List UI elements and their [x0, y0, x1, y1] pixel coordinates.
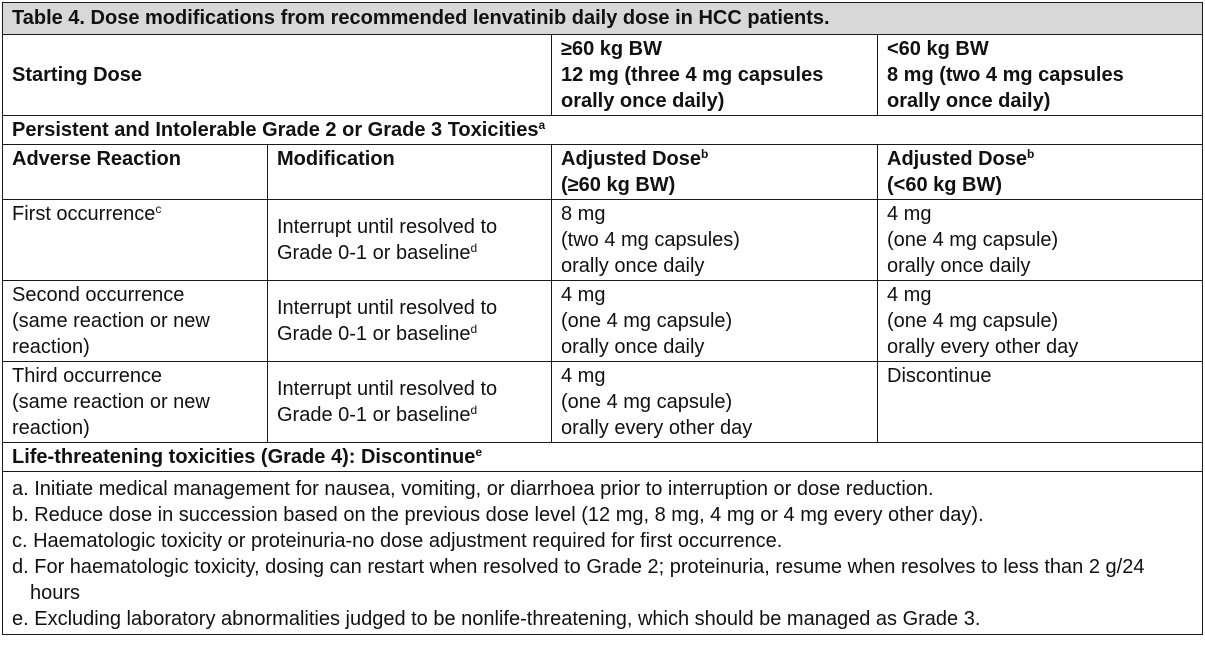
reaction-cell	[3, 281, 268, 362]
text-line: reaction)	[12, 417, 90, 439]
header-subline: (≥60 kg BW)	[561, 174, 676, 196]
footnote-ref: d	[470, 241, 478, 255]
text-line: 4 mg	[561, 284, 606, 306]
modification-cell	[268, 200, 552, 281]
header-adjusted-high	[552, 145, 878, 200]
starting-dose-high	[552, 35, 878, 116]
header-text: Adjusted Dose	[561, 148, 702, 170]
header-adjusted-low	[878, 145, 1203, 200]
text-line: Interrupt until resolved to	[277, 378, 498, 400]
text-fragment: Grade 0-1 or baseline	[277, 323, 471, 345]
dose-low-cell	[878, 200, 1203, 281]
text-line: ≥60 kg BW	[561, 38, 662, 60]
modification-cell	[268, 362, 552, 443]
text-line: (one 4 mg capsule)	[887, 310, 1059, 332]
footnote: d. For haematologic toxicity, dosing can restart when resolved to Grade 2; proteinuria, resume when resolves to less than 2 g/24 hours	[12, 556, 1145, 604]
section-row	[3, 116, 1203, 145]
text-line: 8 mg (two 4 mg capsules	[887, 64, 1124, 86]
text-line: orally once daily)	[887, 90, 1051, 112]
text-line: 12 mg (three 4 mg capsules	[561, 64, 824, 86]
header-adverse-reaction: Adverse Reaction	[3, 145, 268, 200]
starting-dose-row	[3, 35, 1203, 116]
text-line: orally once daily	[561, 255, 705, 277]
footnote-ref: a	[538, 118, 546, 132]
header-line	[561, 146, 868, 172]
header-text: Adjusted Dose	[887, 148, 1028, 170]
table-title-row	[3, 3, 1203, 35]
life-threatening-cell	[3, 443, 1203, 472]
footnote: a. Initiate medical management for nausea, vomiting, or diarrhoea prior to interruption or dose reduction.	[12, 478, 934, 500]
life-threatening-text: Life-threatening toxicities (Grade 4): Discontinue	[12, 446, 476, 468]
footnote-ref: e	[475, 445, 483, 459]
text-line: orally once daily	[887, 255, 1031, 277]
text-line: 4 mg	[887, 284, 932, 306]
text-line: Second occurrence	[12, 284, 185, 306]
dose-low-cell	[878, 362, 1203, 443]
dose-low-cell	[878, 281, 1203, 362]
footnote-ref: b	[1027, 147, 1035, 161]
footnotes-row	[3, 472, 1203, 635]
footnote-ref: c	[155, 202, 162, 216]
table-row	[3, 200, 1203, 281]
footnote: b. Reduce dose in succession based on the previous dose level (12 mg, 8 mg, 4 mg or 4 mg every other day).	[12, 504, 984, 526]
modification-cell	[268, 281, 552, 362]
text-line: 8 mg	[561, 203, 606, 225]
text-line: (one 4 mg capsule)	[887, 229, 1059, 251]
table-row	[3, 281, 1203, 362]
header-subline: (<60 kg BW)	[887, 174, 1003, 196]
text-line: 4 mg	[887, 203, 932, 225]
column-header-row	[3, 145, 1203, 200]
text-line: orally once daily)	[561, 90, 725, 112]
header-modification: Modification	[268, 145, 552, 200]
starting-dose-low	[878, 35, 1203, 116]
footnote: e. Excluding laboratory abnormalities judged to be nonlife-threatening, which should be managed as Grade 3.	[12, 608, 981, 630]
text-line: (same reaction or new	[12, 310, 210, 332]
section-heading	[3, 116, 1203, 145]
table-row	[3, 362, 1203, 443]
text-line: Interrupt until resolved to	[277, 297, 498, 319]
footnotes-cell	[3, 472, 1203, 635]
text-line: (same reaction or new	[12, 391, 210, 413]
reaction-text: First occurrence	[12, 203, 156, 225]
text-line: Discontinue	[887, 365, 992, 387]
text-line: Third occurrence	[12, 365, 163, 387]
footnote-ref: d	[470, 403, 478, 417]
text-line	[277, 402, 542, 428]
text-line: orally once daily	[561, 336, 705, 358]
dose-high-cell	[552, 200, 878, 281]
footnote-ref: b	[701, 147, 709, 161]
section-heading-text: Persistent and Intolerable Grade 2 or Grade 3 Toxicities	[12, 119, 539, 141]
text-line: (one 4 mg capsule)	[561, 310, 733, 332]
text-line: (two 4 mg capsules)	[561, 229, 740, 251]
text-fragment: Grade 0-1 or baseline	[277, 242, 471, 264]
text-fragment: Grade 0-1 or baseline	[277, 404, 471, 426]
dose-modification-table	[2, 2, 1203, 635]
text-line: Interrupt until resolved to	[277, 216, 498, 238]
text-line	[277, 321, 542, 347]
text-line	[277, 240, 542, 266]
life-threatening-row	[3, 443, 1203, 472]
dose-high-cell	[552, 281, 878, 362]
text-line: orally every other day	[561, 417, 753, 439]
text-line: reaction)	[12, 336, 90, 358]
header-line	[887, 146, 1193, 172]
table-title: Table 4. Dose modifications from recommended lenvatinib daily dose in HCC patients.	[3, 3, 1203, 35]
footnote: c. Haematologic toxicity or proteinuria-no dose adjustment required for first occurrence.	[12, 530, 783, 552]
reaction-cell	[3, 362, 268, 443]
text-line: orally every other day	[887, 336, 1079, 358]
reaction-cell	[3, 200, 268, 281]
text-line: (one 4 mg capsule)	[561, 391, 733, 413]
footnote-ref: d	[470, 322, 478, 336]
dose-high-cell	[552, 362, 878, 443]
text-line: 4 mg	[561, 365, 606, 387]
text-line: <60 kg BW	[887, 38, 989, 60]
starting-dose-label: Starting Dose	[3, 35, 552, 116]
